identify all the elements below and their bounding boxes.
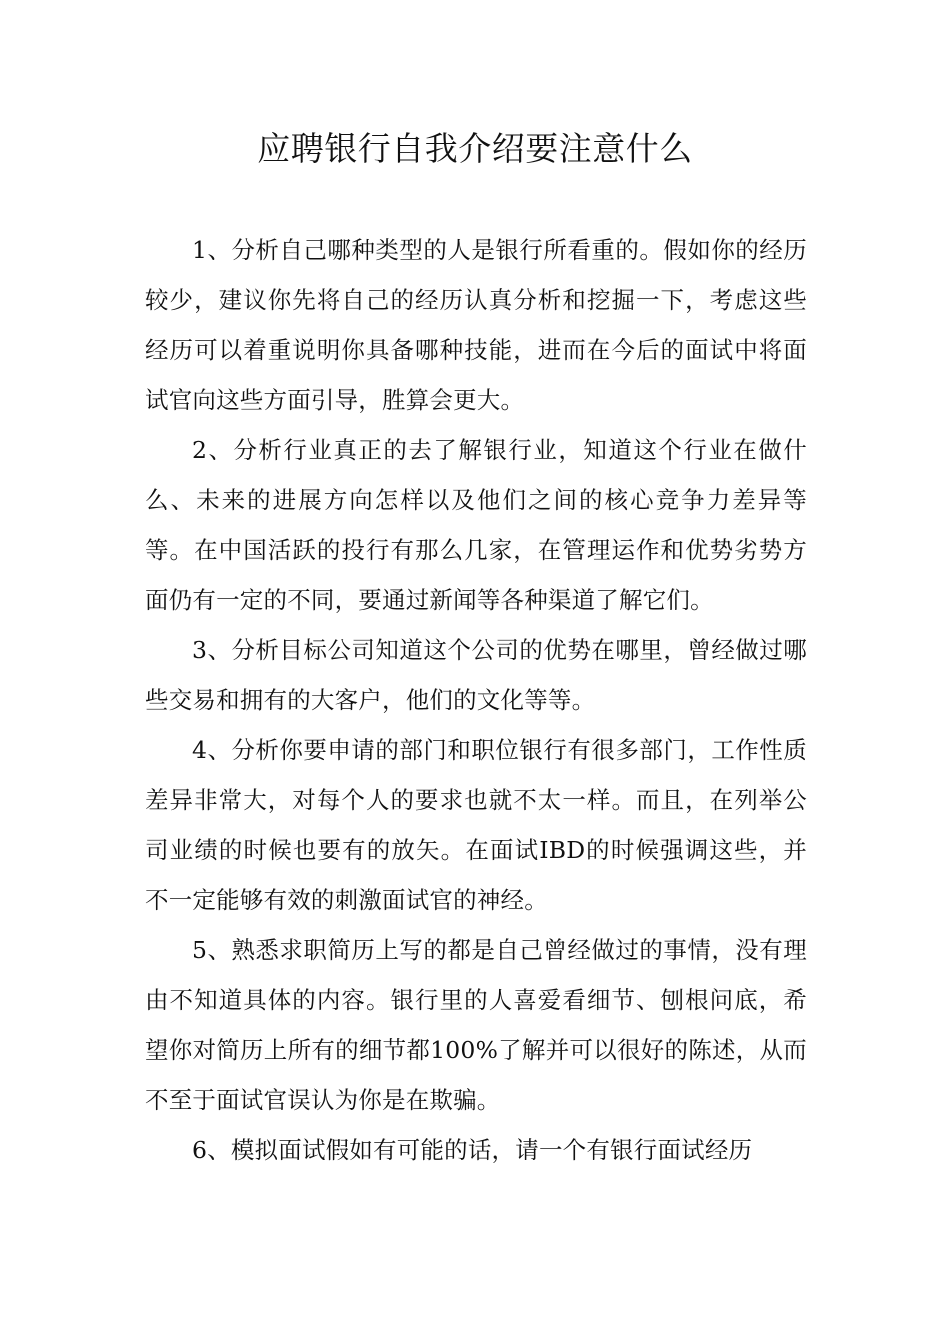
paragraph-6: 6、模拟面试假如有可能的话，请一个有银行面试经历: [192, 1136, 753, 1164]
document-body: [145, 225, 807, 1175]
document-title: 应聘银行自我介绍要注意什么: [257, 129, 693, 168]
paragraph-5: 5、熟悉求职简历上写的都是自己曾经做过的事情，没有理由不知道具体的内容。银行里的人喜爱看细节、刨根问底，希望你对简历上所有的细节都100%了解并可以很好的陈述，从而不至于面试官误认为你是在欺骗。: [145, 936, 807, 1114]
paragraph-3: 3、分析目标公司知道这个公司的优势在哪里，曾经做过哪些交易和拥有的大客户，他们的文化等等。: [145, 636, 807, 714]
paragraph-1: 1、分析自己哪种类型的人是银行所看重的。假如你的经历较少，建议你先将自己的经历认真分析和挖掘一下，考虑这些经历可以着重说明你具备哪种技能，进而在今后的面试中将面试官向这些方面引导，胜算会更大。: [145, 236, 807, 414]
paragraph-4: 4、分析你要申请的部门和职位银行有很多部门，工作性质差异非常大，对每个人的要求也就不太一样。而且，在列举公司业绩的时候也要有的放矢。在面试IBD的时候强调这些，并不一定能够有效的刺激面试官的神经。: [145, 736, 807, 914]
paragraph-2: 2、分析行业真正的去了解银行业，知道这个行业在做什么、未来的进展方向怎样以及他们之间的核心竞争力差异等等。在中国活跃的投行有那么几家，在管理运作和优势劣势方面仍有一定的不同，要通过新闻等各种渠道了解它们。: [145, 436, 807, 614]
